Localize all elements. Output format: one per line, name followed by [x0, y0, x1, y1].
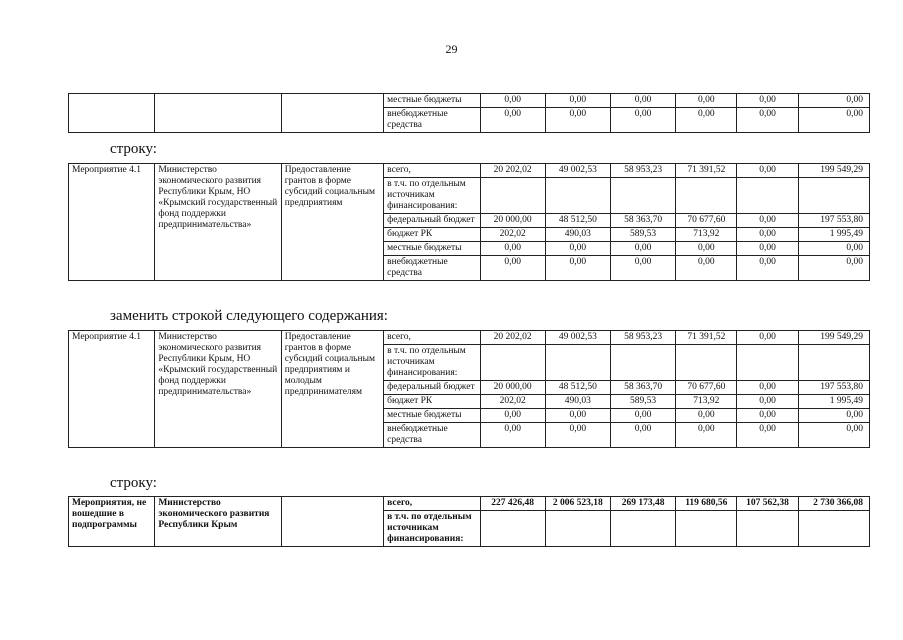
value-cell [737, 511, 798, 547]
table-row [69, 497, 870, 511]
value-cell [676, 511, 737, 547]
value-cell [480, 345, 545, 381]
value-cell: 70 677,60 [676, 214, 737, 228]
value-cell: 2 006 523,18 [545, 497, 610, 511]
value-cell: 0,00 [676, 256, 737, 281]
page-number: 29 [445, 42, 458, 56]
value-cell: 0,00 [737, 409, 798, 423]
value-cell: 490,03 [545, 395, 610, 409]
executor-cell: Министерство экономического развития Республики Крым [155, 497, 281, 547]
value-cell: 0,00 [737, 94, 798, 108]
value-cell: 1 995,49 [798, 395, 869, 409]
value-cell: 713,92 [676, 395, 737, 409]
value-cell [545, 178, 610, 214]
value-cell: 0,00 [545, 94, 610, 108]
value-cell: 58 953,23 [610, 164, 675, 178]
value-cell [737, 178, 798, 214]
table-bottom [68, 496, 870, 547]
value-cell: 0,00 [737, 256, 798, 281]
funding-source-cell: всего, [384, 164, 480, 178]
table-row [69, 94, 870, 108]
event-cell: Мероприятия, не вошедшие в подпрограммы [69, 497, 155, 547]
value-cell: 202,02 [480, 395, 545, 409]
value-cell: 589,53 [610, 395, 675, 409]
section-label-row-2: строку: [110, 475, 157, 491]
value-cell: 0,00 [480, 256, 545, 281]
value-cell: 71 391,52 [676, 164, 737, 178]
table-bottom-body [69, 497, 870, 547]
value-cell: 227 426,48 [480, 497, 545, 511]
value-cell: 107 562,38 [737, 497, 798, 511]
value-cell: 0,00 [610, 108, 675, 133]
value-cell [545, 345, 610, 381]
value-cell: 0,00 [798, 409, 869, 423]
value-cell: 199 549,29 [798, 164, 869, 178]
value-cell: 713,92 [676, 228, 737, 242]
funding-source-cell: всего, [384, 497, 480, 511]
funding-source-cell: федеральный бюджет [384, 214, 480, 228]
table-old [68, 163, 870, 281]
executor-cell: Министерство экономического развития Республики Крым, НО «Крымский государственный фонд поддержки предпринимательства» [155, 164, 281, 281]
value-cell: 199 549,29 [798, 331, 869, 345]
value-cell: 0,00 [798, 94, 869, 108]
value-cell: 0,00 [610, 423, 675, 448]
value-cell: 58 363,70 [610, 214, 675, 228]
value-cell: 197 553,80 [798, 214, 869, 228]
description-cell: Предоставление грантов в форме субсидий социальным предприятиям и молодым предпринимателям [281, 331, 383, 448]
value-cell: 58 953,23 [610, 331, 675, 345]
funding-source-cell: местные бюджеты [384, 94, 480, 108]
value-cell: 2 730 366,08 [798, 497, 869, 511]
value-cell: 48 512,50 [545, 214, 610, 228]
value-cell: 0,00 [545, 423, 610, 448]
value-cell [798, 178, 869, 214]
funding-source-cell: внебюджетные средства [384, 256, 480, 281]
value-cell: 49 002,53 [545, 331, 610, 345]
table-top [68, 93, 870, 133]
value-cell: 0,00 [610, 409, 675, 423]
description-cell: Предоставление грантов в форме субсидий социальным предприятиям [281, 164, 383, 281]
value-cell: 0,00 [480, 108, 545, 133]
value-cell: 0,00 [737, 395, 798, 409]
value-cell: 0,00 [737, 228, 798, 242]
value-cell: 48 512,50 [545, 381, 610, 395]
value-cell [798, 345, 869, 381]
funding-source-cell: всего, [384, 331, 480, 345]
value-cell: 58 363,70 [610, 381, 675, 395]
value-cell: 0,00 [737, 108, 798, 133]
value-cell: 0,00 [676, 423, 737, 448]
value-cell: 0,00 [545, 108, 610, 133]
value-cell: 0,00 [610, 242, 675, 256]
value-cell: 0,00 [545, 409, 610, 423]
section-label-row: строку: [110, 141, 157, 157]
value-cell: 20 000,00 [480, 381, 545, 395]
value-cell: 0,00 [737, 331, 798, 345]
value-cell: 71 391,52 [676, 331, 737, 345]
executor-cell [155, 94, 281, 133]
value-cell: 269 173,48 [610, 497, 675, 511]
value-cell: 0,00 [798, 423, 869, 448]
funding-source-cell: в т.ч. по отдельным источникам финансирования: [384, 511, 480, 547]
value-cell: 0,00 [480, 94, 545, 108]
value-cell: 0,00 [737, 164, 798, 178]
funding-source-cell: федеральный бюджет [384, 381, 480, 395]
value-cell [610, 345, 675, 381]
value-cell: 0,00 [737, 242, 798, 256]
value-cell: 589,53 [610, 228, 675, 242]
table-old-body [69, 164, 870, 281]
event-cell: Мероприятие 4.1 [69, 164, 155, 281]
value-cell: 0,00 [480, 242, 545, 256]
value-cell: 20 202,02 [480, 164, 545, 178]
table-row [69, 164, 870, 178]
value-cell [798, 511, 869, 547]
funding-source-cell: в т.ч. по отдельным источникам финансирования: [384, 345, 480, 381]
value-cell: 0,00 [676, 242, 737, 256]
value-cell: 202,02 [480, 228, 545, 242]
value-cell: 0,00 [610, 256, 675, 281]
value-cell: 0,00 [737, 381, 798, 395]
value-cell [610, 511, 675, 547]
value-cell: 0,00 [737, 214, 798, 228]
value-cell [676, 178, 737, 214]
funding-source-cell: в т.ч. по отдельным источникам финансирования: [384, 178, 480, 214]
value-cell: 49 002,53 [545, 164, 610, 178]
value-cell [676, 345, 737, 381]
value-cell [480, 511, 545, 547]
value-cell: 0,00 [545, 242, 610, 256]
value-cell [545, 511, 610, 547]
value-cell: 0,00 [545, 256, 610, 281]
value-cell [480, 178, 545, 214]
value-cell: 0,00 [676, 108, 737, 133]
value-cell: 0,00 [480, 423, 545, 448]
table-top-body [69, 94, 870, 133]
value-cell: 0,00 [798, 108, 869, 133]
value-cell: 119 680,56 [676, 497, 737, 511]
value-cell: 20 202,02 [480, 331, 545, 345]
funding-source-cell: бюджет РК [384, 395, 480, 409]
value-cell: 490,03 [545, 228, 610, 242]
value-cell: 0,00 [676, 94, 737, 108]
funding-source-cell: внебюджетные средства [384, 423, 480, 448]
event-cell [69, 94, 155, 133]
value-cell [610, 178, 675, 214]
event-cell: Мероприятие 4.1 [69, 331, 155, 448]
description-cell [281, 94, 383, 133]
value-cell: 1 995,49 [798, 228, 869, 242]
section-label-replace: заменить строкой следующего содержания: [110, 308, 388, 324]
table-row [69, 331, 870, 345]
value-cell: 0,00 [798, 256, 869, 281]
value-cell: 0,00 [798, 242, 869, 256]
value-cell: 70 677,60 [676, 381, 737, 395]
table-new-body [69, 331, 870, 448]
funding-source-cell: местные бюджеты [384, 242, 480, 256]
funding-source-cell: внебюджетные средства [384, 108, 480, 133]
value-cell: 0,00 [610, 94, 675, 108]
value-cell: 20 000,00 [480, 214, 545, 228]
value-cell: 0,00 [480, 409, 545, 423]
value-cell: 0,00 [676, 409, 737, 423]
description-cell [281, 497, 383, 547]
value-cell: 0,00 [737, 423, 798, 448]
value-cell [737, 345, 798, 381]
executor-cell: Министерство экономического развития Республики Крым, НО «Крымский государственный фонд поддержки предпринимательства» [155, 331, 281, 448]
funding-source-cell: местные бюджеты [384, 409, 480, 423]
funding-source-cell: бюджет РК [384, 228, 480, 242]
table-new [68, 330, 870, 448]
value-cell: 197 553,80 [798, 381, 869, 395]
